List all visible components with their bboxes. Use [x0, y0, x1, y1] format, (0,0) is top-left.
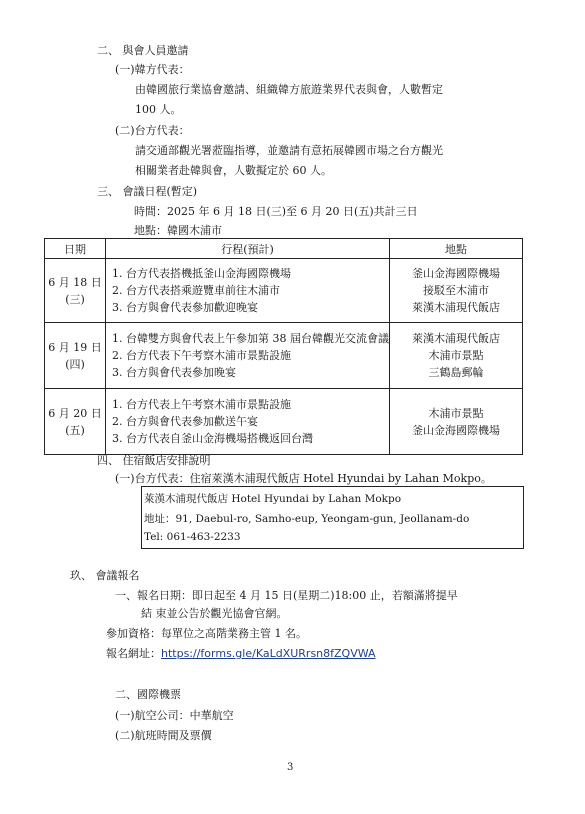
hotel-tel: Tel: 061-463-2233 — [144, 531, 241, 543]
itinerary-item: 1. 台方代表搭機抵釜山金海國際機場 — [112, 267, 291, 280]
location-item: 三鶴島郵輪 — [428, 366, 484, 379]
row-date — [45, 259, 106, 323]
weekday-text: (三) — [65, 292, 85, 306]
registration-date-1: 一、報名日期：即日起至 4 月 15 日(星期二)18:00 止，若額滿將提早 — [115, 589, 458, 602]
hotel-name: 萊漢木浦現代飯店 Hotel Hyundai by Lahan Mokpo — [144, 493, 402, 505]
schedule-table — [44, 238, 523, 455]
hotel-arrangement: (一)台方代表：住宿萊漢木浦現代飯店 Hotel Hyundai by Lahan Mokpo。 — [115, 472, 492, 485]
registration-url-row — [106, 645, 376, 661]
hotel-address: 地址：91, Daebul-ro, Samho-eup, Yeongam-gun, Jeollanam-do — [144, 513, 470, 525]
itinerary-item: 2. 台方代表下午考察木浦市景點設施 — [112, 349, 291, 362]
qualification: 參加資格：每單位之高階業務主管 1 名。 — [106, 627, 307, 640]
itinerary-item: 2. 台方與會代表參加歡送午宴 — [112, 415, 258, 428]
meeting-time: 時間：2025 年 6 月 18 日(三)至 6 月 20 日(五)共計三日 — [134, 205, 418, 218]
table-row — [45, 259, 523, 323]
section-3-heading: 三、 會議日程(暫定) — [97, 185, 198, 198]
registration-date-2: 結 束並公告於觀光協會官網。 — [141, 607, 288, 620]
location-item: 釜山金海國際機場 — [412, 423, 500, 437]
weekday-text: (四) — [65, 357, 85, 371]
header-location: 地點 — [390, 239, 523, 259]
header-date: 日期 — [45, 239, 106, 259]
itinerary-item: 3. 台方與會代表參加晚宴 — [112, 366, 236, 379]
weekday-text: (五) — [65, 423, 85, 437]
date-text: 6 月 18 日 — [48, 275, 102, 289]
section-2-heading: 二、 與會人員邀請 — [97, 44, 189, 57]
table-header-row — [45, 239, 523, 259]
location-item: 接駁至木浦市 — [423, 284, 489, 297]
itinerary-item: 2. 台方代表搭乘遊覽車前往木浦市 — [112, 284, 280, 297]
taiwan-rep-text-1: 請交通部觀光署蒞臨指導，並邀請有意拓展韓國市場之台方觀光 — [135, 144, 443, 157]
taiwan-rep-text-2: 相關業者赴韓與會，人數擬定於 60 人。 — [135, 164, 332, 177]
row-location — [390, 389, 523, 455]
row-itinerary — [106, 259, 390, 323]
table-row — [45, 323, 523, 389]
row-location — [390, 323, 523, 389]
location-item: 木浦市景點 — [428, 349, 484, 362]
row-date — [45, 389, 106, 455]
row-itinerary — [106, 323, 390, 389]
korea-rep-text-1: 由韓國旅行業協會邀請、組織韓方旅遊業界代表與會，人數暫定 — [135, 83, 443, 96]
location-item: 萊漢木浦現代飯店 — [412, 301, 500, 314]
registration-heading: 玖、 會議報名 — [70, 569, 140, 582]
itinerary-item: 3. 台方與會代表參加歡迎晚宴 — [112, 301, 258, 314]
meeting-place: 地點：韓國木浦市 — [134, 224, 222, 237]
hotel-info-box — [141, 486, 524, 549]
itinerary-item: 3. 台方代表自釜山金海機場搭機返回台灣 — [112, 432, 313, 445]
page-number: 3 — [287, 762, 294, 773]
header-itinerary: 行程(預計) — [106, 239, 390, 259]
itinerary-item: 1. 台韓雙方與會代表上午參加第 38 屆台韓觀光交流會議 — [112, 332, 389, 345]
location-item: 萊漢木浦現代飯店 — [412, 332, 500, 345]
flight-schedule-line: (二)航班時間及票價 — [115, 729, 212, 742]
taiwan-rep-label: (二)台方代表： — [115, 124, 190, 137]
row-itinerary — [106, 389, 390, 455]
url-label: 報名網址： — [106, 647, 161, 660]
table-row — [45, 389, 523, 455]
section-4-heading: 四、 住宿飯店安排說明 — [97, 454, 211, 467]
airline-line: (一)航空公司：中華航空 — [115, 709, 234, 722]
itinerary-item: 1. 台方代表上午考察木浦市景點設施 — [112, 398, 291, 411]
registration-link[interactable]: https://forms.gle/KaLdXURrsn8fZQVWA — [161, 647, 376, 660]
flight-heading: 二、國際機票 — [115, 688, 181, 701]
date-text: 6 月 19 日 — [48, 340, 102, 354]
korea-rep-label: (一)韓方代表： — [115, 63, 190, 76]
location-item: 釜山金海國際機場 — [412, 267, 500, 280]
korea-rep-text-2: 100 人。 — [135, 103, 182, 116]
row-location — [390, 259, 523, 323]
row-date — [45, 323, 106, 389]
location-item: 木浦市景點 — [428, 406, 484, 420]
date-text: 6 月 20 日 — [48, 406, 102, 420]
